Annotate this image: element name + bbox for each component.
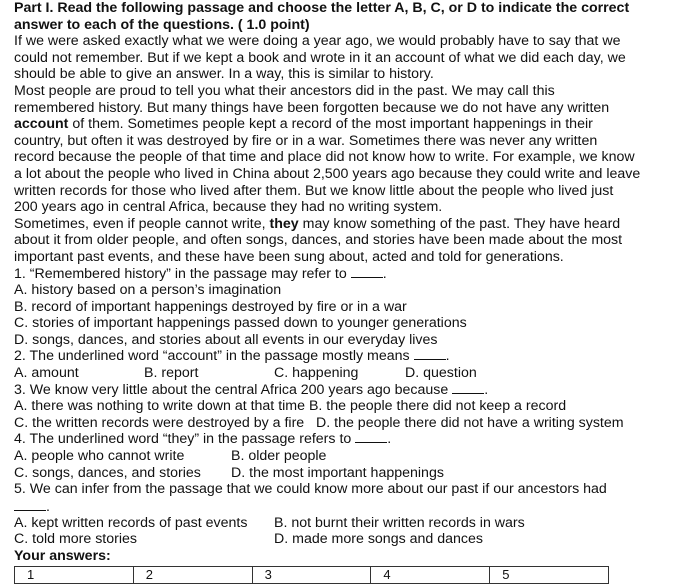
passage-line: should be able to give an answer. In a way, this is similar to history. <box>14 66 434 83</box>
options-row <box>14 415 679 432</box>
option-b[interactable]: B. older people <box>231 448 327 465</box>
question-stem: 5. We can infer from the passage that we could know more about our past if our ancestors had <box>14 481 607 498</box>
answer-cell-2[interactable]: 2 <box>133 566 252 583</box>
answers-table <box>14 566 609 584</box>
passage-line: country, but often it was destroyed by fire or in a war. Sometimes there was never any written <box>14 132 598 149</box>
passage-text: may know something of the past. They have heard <box>298 215 621 232</box>
option-d[interactable]: D. made more songs and dances <box>274 531 483 548</box>
passage-line: Most people are proud to tell you what their ancestors did in the past. We may call this <box>14 82 555 99</box>
option-d[interactable]: D. question <box>405 365 477 382</box>
option-c[interactable]: C. the written records were destroyed by a fire <box>14 414 305 431</box>
question-5 <box>14 481 679 548</box>
answer-cell-3[interactable]: 3 <box>252 566 371 583</box>
option-c[interactable]: C. told more stories <box>14 531 137 548</box>
passage-line: remembered history. But many things have been forgotten because we do not have any written <box>14 99 610 116</box>
question-stem: 1. “Remembered history” in the passage may refer to . <box>14 265 387 282</box>
options-row <box>14 515 679 532</box>
option-d[interactable]: D. the most important happenings <box>231 464 444 481</box>
question-stem: 4. The underlined word “they” in the passage refers to . <box>14 431 392 448</box>
keyword-account: account <box>14 116 69 133</box>
option-a[interactable]: A. there was nothing to write down at that time <box>14 398 305 415</box>
question-3 <box>14 382 679 432</box>
options-row <box>14 448 679 465</box>
question-stem-blank: . <box>14 498 679 515</box>
options-row <box>14 398 679 415</box>
question-stem: 2. The underlined word “account” in the passage mostly means . <box>14 348 450 365</box>
option-b[interactable]: B. record of important happenings destroyed by fire or in a war <box>14 298 407 315</box>
passage-line: about it from older people, and often songs, dances, and stories have been made about the most <box>14 232 623 249</box>
answer-blank <box>14 498 46 511</box>
option-a[interactable]: A. kept written records of past events <box>14 514 248 531</box>
passage-line: a lot about the people who lived in China about 2,500 years ago because they could write and leave <box>14 165 641 182</box>
passage-line: written records for those who lived after them. But we know little about the people who lived just <box>14 182 614 199</box>
passage-line: If we were asked exactly what we were doing a year ago, we would probably have to say that we <box>14 33 621 50</box>
passage-line: could not remember. But if we kept a book and wrote in it an account of what we did each day, we <box>14 49 626 66</box>
instructions-header <box>14 0 679 33</box>
option-c[interactable]: C. happening <box>274 365 359 382</box>
question-1 <box>14 266 679 349</box>
instructions-line-2: answer to each of the questions. ( 1.0 point) <box>14 16 310 33</box>
answer-blank <box>355 431 387 443</box>
option-b[interactable]: B. the people there did not keep a record <box>308 398 567 415</box>
options-row <box>14 365 679 382</box>
question-stem: 3. We know very little about the central Africa 200 years ago because . <box>14 381 489 398</box>
option-c[interactable]: C. stories of important happenings passed down to younger generations <box>14 315 467 332</box>
option-c[interactable]: C. songs, dances, and stories <box>14 464 201 481</box>
answers-label: Your answers: <box>14 548 111 564</box>
option-b[interactable]: B. report <box>144 365 199 382</box>
option-d[interactable]: D. the people there did not have a writing system <box>316 414 624 431</box>
options-row <box>14 531 679 548</box>
reading-passage <box>14 33 679 265</box>
passage-line <box>14 116 679 133</box>
passage-line <box>14 216 679 233</box>
option-b[interactable]: B. not burnt their written records in wars <box>274 514 525 531</box>
answer-cell-1[interactable]: 1 <box>15 566 134 583</box>
passage-line: 200 years ago in central Africa, because they had no writing system. <box>14 199 443 216</box>
option-a[interactable]: A. amount <box>14 365 79 382</box>
instructions-line-1: Part I. Read the following passage and choose the letter A, B, C, or D to indicate the correct <box>14 0 630 16</box>
passage-line: important past events, and these have been sung about, acted and told for generations. <box>14 248 564 265</box>
question-2 <box>14 348 679 381</box>
passage-line: record because the people of that time and place did not know how to write. For example, we know <box>14 149 635 166</box>
answer-cell-4[interactable]: 4 <box>371 566 490 583</box>
answer-cell-5[interactable]: 5 <box>490 566 609 583</box>
option-a[interactable]: A. history based on a person’s imagination <box>14 282 282 299</box>
options-row <box>14 465 679 482</box>
option-d[interactable]: D. songs, dances, and stories about all events in our everyday lives <box>14 331 438 348</box>
answer-blank <box>452 382 484 394</box>
question-4 <box>14 431 679 481</box>
option-a[interactable]: A. people who cannot write <box>14 448 185 465</box>
answer-blank <box>351 266 383 278</box>
passage-text: Sometimes, even if people cannot write, <box>14 215 270 232</box>
keyword-they: they <box>269 215 299 232</box>
passage-text: of them. Sometimes people kept a record of the most important happenings in their <box>68 116 593 133</box>
answers-section <box>14 548 679 584</box>
answer-blank <box>414 348 446 360</box>
